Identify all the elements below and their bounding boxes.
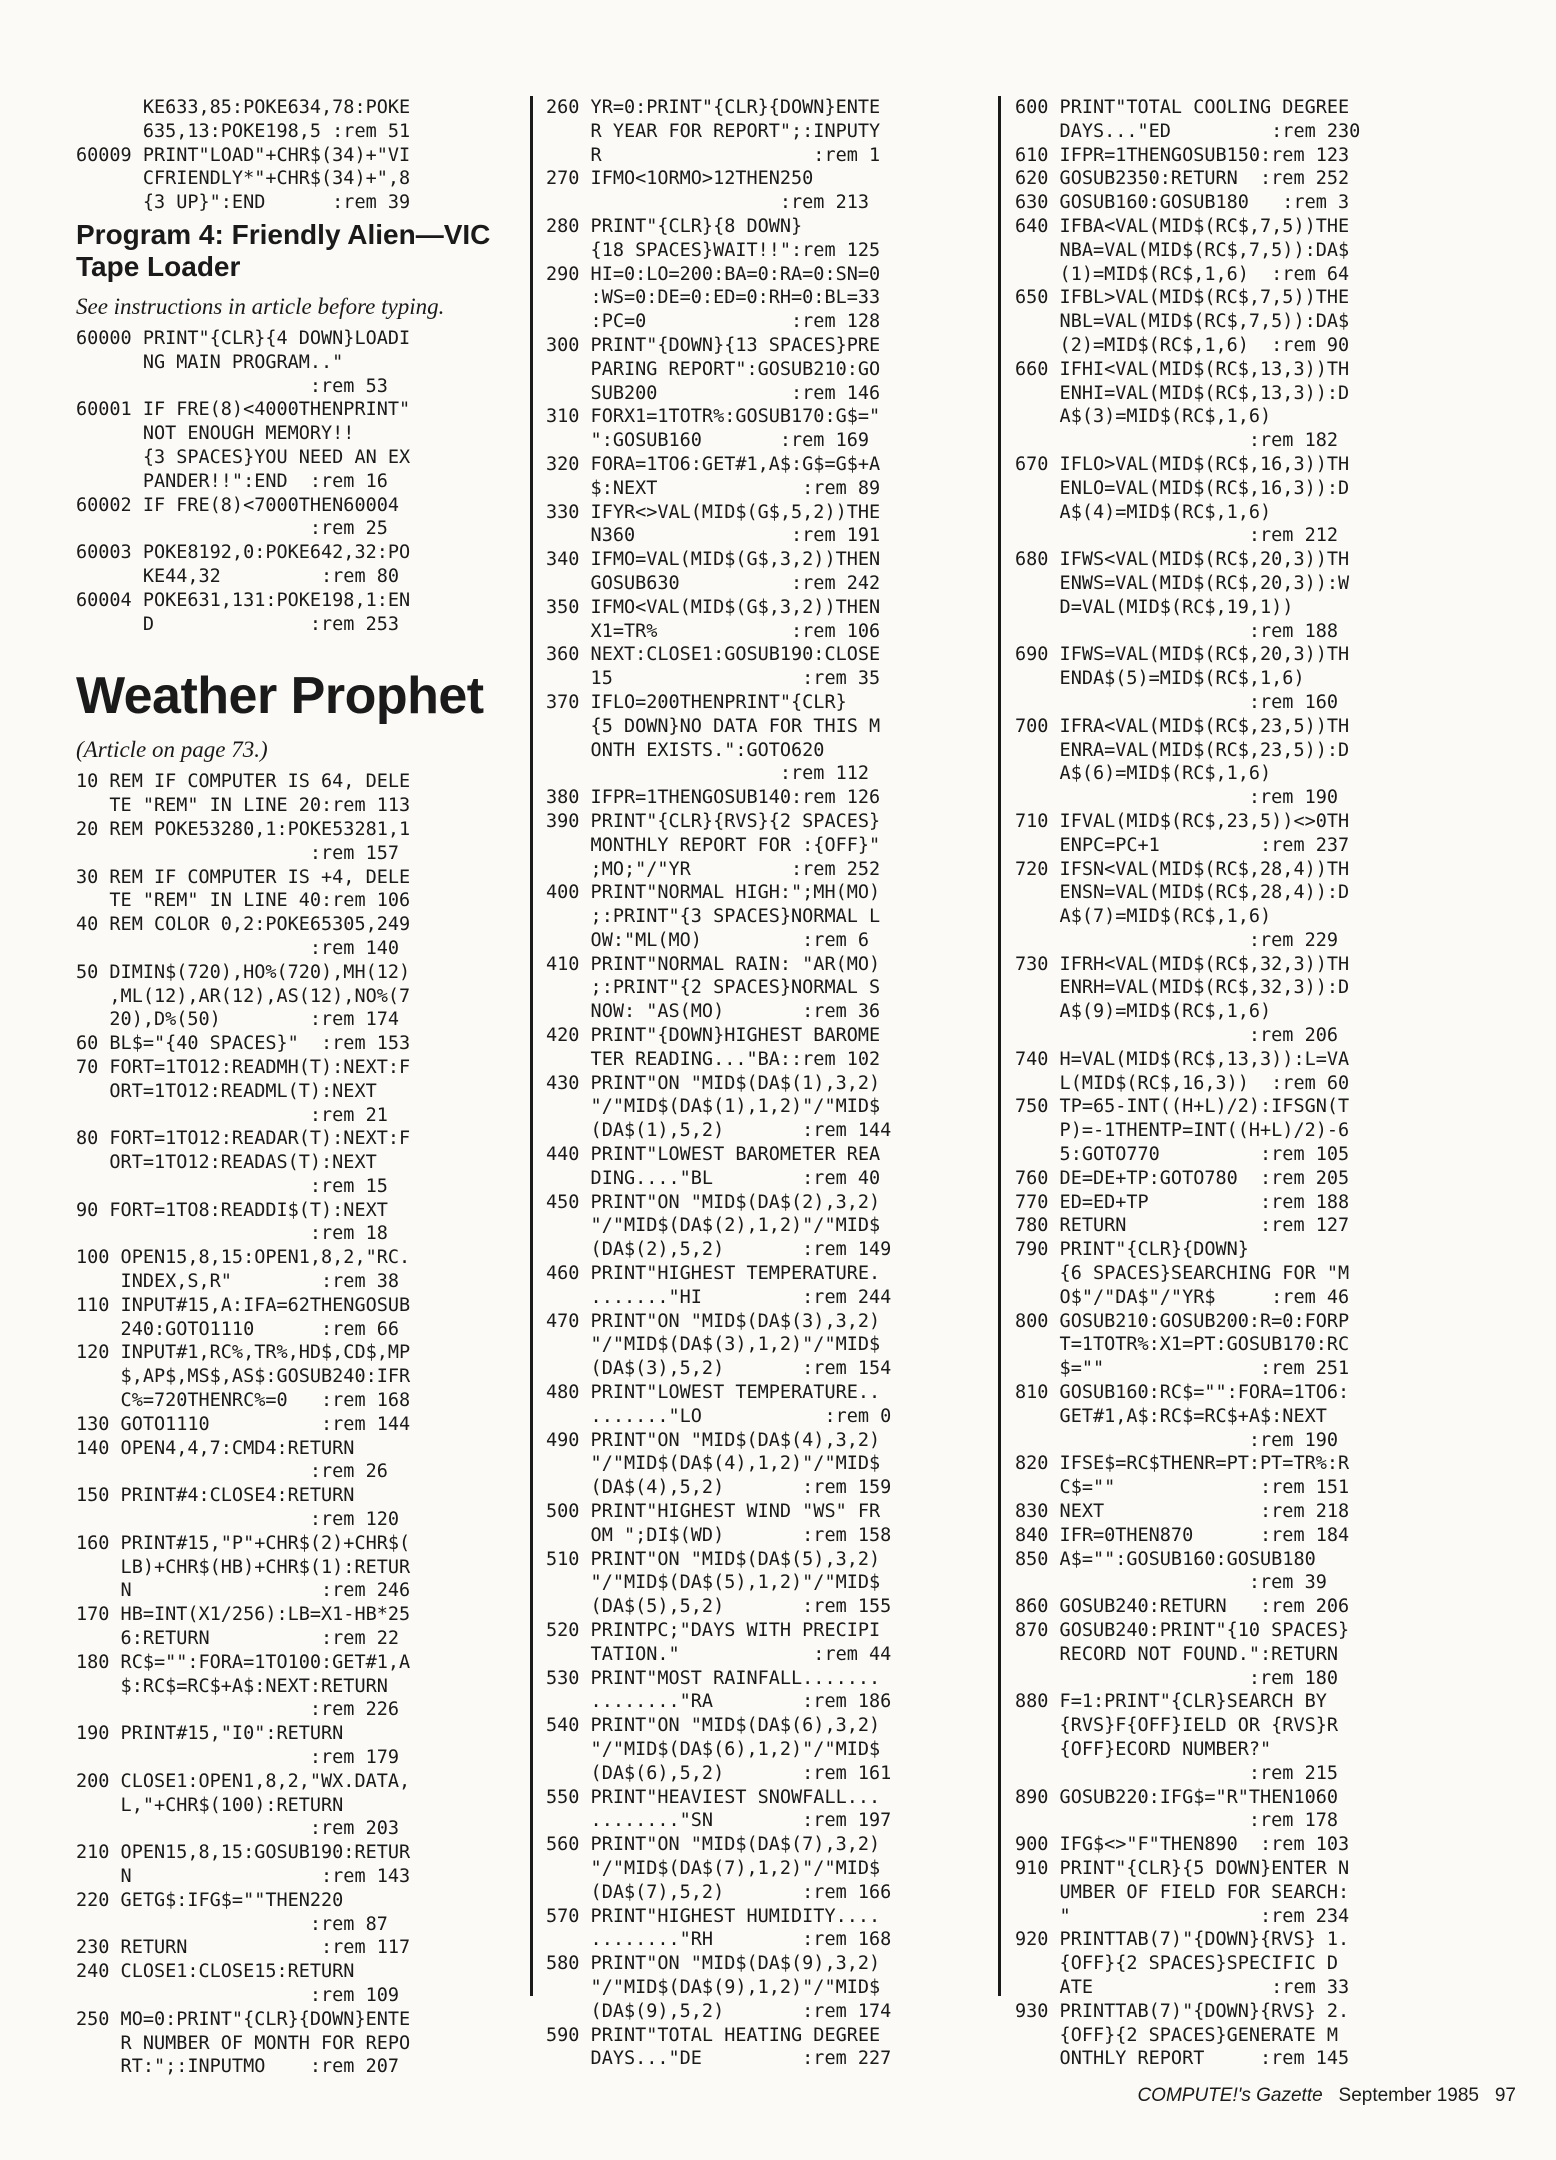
code-line: (DA$(6),5,2) :rem 161 bbox=[546, 1762, 892, 1784]
code-line: 630 GOSUB160:GOSUB180 :rem 3 bbox=[1015, 192, 1350, 214]
code-line: 370 IFLO=200THENPRINT"{CLR} bbox=[546, 691, 847, 713]
code-line: 240:GOTO1110 :rem 66 bbox=[76, 1318, 400, 1340]
code-line: 340 IFMO=VAL(MID$(G$,3,2))THEN bbox=[546, 549, 881, 571]
code-line: ;:PRINT"{2 SPACES}NORMAL S bbox=[546, 977, 881, 999]
code-line: 530 PRINT"MOST RAINFALL....... bbox=[546, 1667, 881, 1689]
code-line: :rem 226 bbox=[76, 1699, 400, 1721]
code-line: 60004 POKE631,131:POKE198,1:EN bbox=[76, 589, 411, 611]
code-line: TE "REM" IN LINE 20:rem 113 bbox=[76, 795, 411, 817]
code-line: 160 PRINT#15,"P"+CHR$(2)+CHR$( bbox=[76, 1532, 411, 1554]
code-line: :rem 53 bbox=[76, 375, 388, 397]
code-line: 510 PRINT"ON "MID$(DA$(5),3,2) bbox=[546, 1548, 881, 1570]
code-line: 910 PRINT"{CLR}{5 DOWN}ENTER N bbox=[1015, 1857, 1350, 1879]
code-line: A$(4)=MID$(RC$,1,6) bbox=[1015, 501, 1272, 523]
code-line: $:RC$=RC$+A$:NEXT:RETURN bbox=[76, 1675, 388, 1697]
code-line: {OFF}{2 SPACES}GENERATE M bbox=[1015, 2024, 1339, 2046]
code-line: 690 IFWS=VAL(MID$(RC$,20,3))TH bbox=[1015, 644, 1350, 666]
code-line: 20),D%(50) :rem 174 bbox=[76, 1009, 400, 1031]
code-line: (DA$(2),5,2) :rem 149 bbox=[546, 1239, 892, 1261]
code-line: "/"MID$(DA$(3),1,2)"/"MID$ bbox=[546, 1334, 881, 1356]
code-line: 470 PRINT"ON "MID$(DA$(3),3,2) bbox=[546, 1310, 881, 1332]
weather-prophet-title: Weather Prophet bbox=[76, 667, 484, 726]
code-line: :rem 157 bbox=[76, 842, 400, 864]
page-footer bbox=[1076, 2085, 1516, 2107]
code-line: 100 OPEN15,8,15:OPEN1,8,2,"RC. bbox=[76, 1247, 411, 1269]
code-line: 450 PRINT"ON "MID$(DA$(2),3,2) bbox=[546, 1191, 881, 1213]
listing-column-3 bbox=[1015, 96, 1451, 2071]
code-line: 210 OPEN15,8,15:GOSUB190:RETUR bbox=[76, 1842, 411, 1864]
code-line: 870 GOSUB240:PRINT"{10 SPACES} bbox=[1015, 1620, 1350, 1641]
code-line: :rem 25 bbox=[76, 518, 388, 540]
code-line: RECORD NOT FOUND.":RETURN bbox=[1015, 1643, 1339, 1665]
code-line: 320 FORA=1TO6:GET#1,A$:G$=G$+A bbox=[546, 453, 881, 475]
code-line: 850 A$="":GOSUB160:GOSUB180 bbox=[1015, 1548, 1316, 1570]
code-line: DAYS..."DE :rem 227 bbox=[546, 2048, 892, 2070]
code-line: :rem 87 bbox=[76, 1913, 388, 1935]
code-line: N360 :rem 191 bbox=[546, 525, 881, 547]
code-line: 300 PRINT"{DOWN}{13 SPACES}PRE bbox=[546, 334, 881, 356]
code-line: 840 IFR=0THEN870 :rem 184 bbox=[1015, 1524, 1350, 1546]
code-line: 200 CLOSE1:OPEN1,8,2,"WX.DATA, bbox=[76, 1770, 411, 1792]
code-line: 460 PRINT"HIGHEST TEMPERATURE. bbox=[546, 1263, 881, 1285]
code-line: :rem 140 bbox=[76, 937, 400, 959]
code-line: 640 IFBA<VAL(MID$(RC$,7,5))THE bbox=[1015, 215, 1350, 237]
code-line: "/"MID$(DA$(4),1,2)"/"MID$ bbox=[546, 1453, 881, 1475]
code-line: $,AP$,MS$,AS$:GOSUB240:IFR bbox=[76, 1366, 411, 1388]
code-line: RT:";:INPUTMO :rem 207 bbox=[76, 2056, 400, 2078]
code-line: 60003 POKE8192,0:POKE642,32:PO bbox=[76, 542, 411, 564]
code-line: 400 PRINT"NORMAL HIGH:";MH(MO) bbox=[546, 882, 881, 904]
code-line: 490 PRINT"ON "MID$(DA$(4),3,2) bbox=[546, 1429, 881, 1451]
magazine-name: COMPUTE!'s Gazette bbox=[1137, 2085, 1323, 2106]
code-line: :rem 203 bbox=[76, 1818, 400, 1840]
code-line: OM ";DI$(WD) :rem 158 bbox=[546, 1524, 892, 1546]
code-line: 880 F=1:PRINT"{CLR}SEARCH BY bbox=[1015, 1691, 1327, 1713]
code-line: 590 PRINT"TOTAL HEATING DEGREE bbox=[546, 2024, 881, 2046]
code-line: :rem 229 bbox=[1015, 929, 1339, 951]
code-line: 670 IFLO>VAL(MID$(RC$,16,3))TH bbox=[1015, 453, 1350, 475]
code-line: X1=TR% :rem 106 bbox=[546, 620, 881, 642]
code-line: 15 :rem 35 bbox=[546, 668, 881, 690]
code-line: 390 PRINT"{CLR}{RVS}{2 SPACES} bbox=[546, 810, 881, 832]
code-line: $:NEXT :rem 89 bbox=[546, 477, 881, 499]
code-line: :rem 26 bbox=[76, 1461, 388, 1483]
code-line: ORT=1TO12:READAS(T):NEXT bbox=[76, 1152, 377, 1174]
code-line: ENHI=VAL(MID$(RC$,13,3)):D bbox=[1015, 382, 1350, 404]
code-line: 730 IFRH<VAL(MID$(RC$,32,3))TH bbox=[1015, 953, 1350, 975]
code-line: {3 SPACES}YOU NEED AN EX bbox=[76, 446, 411, 468]
code-line: ONTHLY REPORT :rem 145 bbox=[1015, 2048, 1350, 2070]
code-line: "/"MID$(DA$(2),1,2)"/"MID$ bbox=[546, 1215, 881, 1237]
code-line: 680 IFWS<VAL(MID$(RC$,20,3))TH bbox=[1015, 549, 1350, 571]
code-line: :rem 160 bbox=[1015, 691, 1339, 713]
code-line: 50 DIMIN$(720),HO%(720),MH(12) bbox=[76, 961, 411, 983]
code-line: D=VAL(MID$(RC$,19,1)) bbox=[1015, 596, 1294, 618]
code-line: :rem 206 bbox=[1015, 1025, 1339, 1047]
code-line: 10 REM IF COMPUTER IS 64, DELE bbox=[76, 771, 411, 793]
program4-note: See instructions in article before typing. bbox=[76, 293, 445, 319]
code-line: 610 IFPR=1THENGOSUB150:rem 123 bbox=[1015, 144, 1350, 166]
code-line: "/"MID$(DA$(7),1,2)"/"MID$ bbox=[546, 1857, 881, 1879]
code-line: :rem 212 bbox=[1015, 525, 1339, 547]
code-line: 800 GOSUB210:GOSUB200:R=0:FORP bbox=[1015, 1310, 1350, 1332]
code-line: 70 FORT=1TO12:READMH(T):NEXT:F bbox=[76, 1056, 411, 1078]
code-line: 6:RETURN :rem 22 bbox=[76, 1628, 400, 1650]
code-line: 830 NEXT :rem 218 bbox=[1015, 1501, 1350, 1523]
weather-article-note: (Article on page 73.) bbox=[76, 737, 268, 763]
code-line: ;MO;"/"YR :rem 252 bbox=[546, 858, 881, 880]
code-line: ORT=1TO12:READML(T):NEXT bbox=[76, 1080, 377, 1102]
program4-title-line1: Program 4: Friendly Alien—VIC bbox=[76, 218, 491, 250]
code-line: (DA$(7),5,2) :rem 166 bbox=[546, 1881, 892, 1903]
code-line: ENDA$(5)=MID$(RC$,1,6) bbox=[1015, 668, 1305, 690]
code-line: 700 IFRA<VAL(MID$(RC$,23,5))TH bbox=[1015, 715, 1350, 737]
column-divider bbox=[998, 96, 1001, 1996]
code-line: NOT ENOUGH MEMORY!! bbox=[76, 423, 355, 445]
code-line: 190 PRINT#15,"I0":RETURN bbox=[76, 1723, 344, 1745]
code-line: 250 MO=0:PRINT"{CLR}{DOWN}ENTE bbox=[76, 2008, 411, 2030]
code-line: (DA$(4),5,2) :rem 159 bbox=[546, 1477, 892, 1499]
code-line: R NUMBER OF MONTH FOR REPO bbox=[76, 2032, 411, 2054]
code-line: 20 REM POKE53280,1:POKE53281,1 bbox=[76, 818, 411, 840]
code-line: 130 GOTO1110 :rem 144 bbox=[76, 1413, 411, 1435]
code-line: 580 PRINT"ON "MID$(DA$(9),3,2) bbox=[546, 1953, 881, 1975]
code-line: {18 SPACES}WAIT!!":rem 125 bbox=[546, 239, 881, 261]
code-line: NBA=VAL(MID$(RC$,7,5)):DA$ bbox=[1015, 239, 1350, 261]
code-line: C%=720THENRC%=0 :rem 168 bbox=[76, 1390, 411, 1412]
code-line: 30 REM IF COMPUTER IS +4, DELE bbox=[76, 866, 411, 888]
code-line: 635,13:POKE198,5 :rem 51 bbox=[76, 120, 411, 142]
code-line: A$(3)=MID$(RC$,1,6) bbox=[1015, 406, 1272, 428]
code-line: (1)=MID$(RC$,1,6) :rem 64 bbox=[1015, 263, 1350, 285]
code-line: " :rem 234 bbox=[1015, 1905, 1350, 1927]
code-line: :rem 112 bbox=[546, 763, 870, 785]
code-line: 750 TP=65-INT((H+L)/2):IFSGN(T bbox=[1015, 1096, 1350, 1118]
code-line: :PC=0 :rem 128 bbox=[546, 311, 881, 333]
code-line: "/"MID$(DA$(5),1,2)"/"MID$ bbox=[546, 1572, 881, 1594]
code-line: 550 PRINT"HEAVIEST SNOWFALL... bbox=[546, 1786, 881, 1808]
program4-listing bbox=[76, 327, 508, 636]
code-line: {OFF}ECORD NUMBER?" bbox=[1015, 1738, 1272, 1760]
code-line: O$"/"DA$"/"YR$ :rem 46 bbox=[1015, 1286, 1350, 1308]
code-line: TE "REM" IN LINE 40:rem 106 bbox=[76, 890, 411, 912]
code-line: 820 IFSE$=RC$THENR=PT:PT=TR%:R bbox=[1015, 1453, 1350, 1475]
code-line: 560 PRINT"ON "MID$(DA$(7),3,2) bbox=[546, 1834, 881, 1856]
code-line: 290 HI=0:LO=200:BA=0:RA=0:SN=0 bbox=[546, 263, 881, 285]
code-line: 170 HB=INT(X1/256):LB=X1-HB*25 bbox=[76, 1604, 411, 1626]
code-line: CFRIENDLY*"+CHR$(34)+",8 bbox=[76, 168, 411, 190]
code-line: 480 PRINT"LOWEST TEMPERATURE.. bbox=[546, 1382, 881, 1404]
code-line: (2)=MID$(RC$,1,6) :rem 90 bbox=[1015, 334, 1350, 356]
code-line: 790 PRINT"{CLR}{DOWN} bbox=[1015, 1239, 1249, 1261]
code-line: R YEAR FOR REPORT";:INPUTY bbox=[546, 120, 881, 142]
code-line: INDEX,S,R" :rem 38 bbox=[76, 1271, 400, 1293]
code-line: :rem 21 bbox=[76, 1104, 388, 1126]
code-line: 110 INPUT#15,A:IFA=62THENGOSUB bbox=[76, 1294, 411, 1316]
code-line: 660 IFHI<VAL(MID$(RC$,13,3))TH bbox=[1015, 358, 1350, 380]
code-line: MONTHLY REPORT FOR :{OFF}" bbox=[546, 834, 881, 856]
code-line: 40 REM COLOR 0,2:POKE65305,249 bbox=[76, 914, 411, 936]
code-line: 310 FORX1=1TOTR%:GOSUB170:G$=" bbox=[546, 406, 881, 428]
code-line: 760 DE=DE+TP:GOTO780 :rem 205 bbox=[1015, 1167, 1350, 1189]
code-line: TATION." :rem 44 bbox=[546, 1643, 892, 1665]
code-line: :WS=0:DE=0:ED=0:RH=0:BL=33 bbox=[546, 287, 881, 309]
code-line: :rem 18 bbox=[76, 1223, 388, 1245]
code-line: ATE :rem 33 bbox=[1015, 1976, 1350, 1998]
code-line: 860 GOSUB240:RETURN :rem 206 bbox=[1015, 1596, 1350, 1618]
column-1 bbox=[76, 96, 508, 2079]
code-line: PANDER!!":END :rem 16 bbox=[76, 470, 388, 492]
code-line: N :rem 143 bbox=[76, 1866, 411, 1887]
code-line: ENLO=VAL(MID$(RC$,16,3)):D bbox=[1015, 477, 1350, 499]
code-line: 90 FORT=1TO8:READDI$(T):NEXT bbox=[76, 1199, 388, 1221]
code-line: 280 PRINT"{CLR}{8 DOWN} bbox=[546, 215, 803, 237]
code-line: 330 IFYR<>VAL(MID$(G$,5,2))THE bbox=[546, 501, 881, 523]
code-line: :rem 178 bbox=[1015, 1810, 1339, 1832]
code-line: 890 GOSUB220:IFG$="R"THEN1060 bbox=[1015, 1786, 1339, 1808]
code-line: 720 IFSN<VAL(MID$(RC$,28,4))TH bbox=[1015, 858, 1350, 880]
code-line: A$(6)=MID$(RC$,1,6) bbox=[1015, 763, 1272, 785]
code-line: 5:GOTO770 :rem 105 bbox=[1015, 1144, 1350, 1166]
code-line: ........"SN :rem 197 bbox=[546, 1810, 892, 1832]
code-line: L(MID$(RC$,16,3)) :rem 60 bbox=[1015, 1072, 1350, 1094]
code-line: KE633,85:POKE634,78:POKE bbox=[76, 97, 411, 118]
code-line: 780 RETURN :rem 127 bbox=[1015, 1215, 1350, 1237]
code-line: 80 FORT=1TO12:READAR(T):NEXT:F bbox=[76, 1128, 411, 1150]
code-line: 620 GOSUB2350:RETURN :rem 252 bbox=[1015, 168, 1350, 190]
code-line: NOW: "AS(MO) :rem 36 bbox=[546, 1001, 881, 1023]
code-line: :rem 120 bbox=[76, 1509, 400, 1531]
code-line: {RVS}F{OFF}IELD OR {RVS}R bbox=[1015, 1715, 1339, 1737]
code-line: 140 OPEN4,4,7:CMD4:RETURN bbox=[76, 1437, 355, 1459]
code-line: DING...."BL :rem 40 bbox=[546, 1167, 881, 1189]
code-line: :rem 190 bbox=[1015, 1429, 1339, 1451]
code-line: $="" :rem 251 bbox=[1015, 1358, 1350, 1380]
code-line: 420 PRINT"{DOWN}HIGHEST BAROME bbox=[546, 1025, 881, 1047]
code-line: 350 IFMO<VAL(MID$(G$,3,2))THEN bbox=[546, 596, 881, 618]
code-line: 60002 IF FRE(8)<7000THEN60004 bbox=[76, 494, 400, 516]
code-line: ........"RH :rem 168 bbox=[546, 1929, 892, 1951]
code-line: :rem 215 bbox=[1015, 1762, 1339, 1784]
code-line: ENSN=VAL(MID$(RC$,28,4)):D bbox=[1015, 882, 1350, 904]
code-line: :rem 180 bbox=[1015, 1667, 1339, 1689]
code-line: 60001 IF FRE(8)<4000THENPRINT" bbox=[76, 399, 411, 421]
code-line: PARING REPORT":GOSUB210:GO bbox=[546, 358, 881, 380]
code-line: R :rem 1 bbox=[546, 144, 881, 166]
code-line: 260 YR=0:PRINT"{CLR}{DOWN}ENTE bbox=[546, 97, 881, 118]
code-line: 710 IFVAL(MID$(RC$,23,5))<>0TH bbox=[1015, 810, 1350, 832]
code-line: "/"MID$(DA$(6),1,2)"/"MID$ bbox=[546, 1738, 881, 1760]
code-line: ........"RA :rem 186 bbox=[546, 1691, 892, 1713]
code-line: 60009 PRINT"LOAD"+CHR$(34)+"VI bbox=[76, 144, 411, 166]
column-2 bbox=[546, 96, 980, 2071]
code-line: 60 BL$="{40 SPACES}" :rem 153 bbox=[76, 1033, 411, 1055]
code-line: DAYS..."ED :rem 230 bbox=[1015, 120, 1361, 142]
code-line: T=1TOTR%:X1=PT:GOSUB170:RC bbox=[1015, 1334, 1350, 1356]
code-line: KE44,32 :rem 80 bbox=[76, 565, 400, 587]
code-line: A$(9)=MID$(RC$,1,6) bbox=[1015, 1001, 1272, 1023]
code-line: :rem 39 bbox=[1015, 1572, 1327, 1594]
code-line: 180 RC$="":FORA=1TO100:GET#1,A bbox=[76, 1651, 411, 1673]
code-line: 360 NEXT:CLOSE1:GOSUB190:CLOSE bbox=[546, 644, 881, 666]
code-line: 150 PRINT#4:CLOSE4:RETURN bbox=[76, 1485, 355, 1507]
code-line: 500 PRINT"HIGHEST WIND "WS" FR bbox=[546, 1501, 881, 1523]
code-line: 410 PRINT"NORMAL RAIN: "AR(MO) bbox=[546, 953, 881, 975]
code-line: A$(7)=MID$(RC$,1,6) bbox=[1015, 906, 1272, 928]
code-line: {6 SPACES}SEARCHING FOR "M bbox=[1015, 1263, 1350, 1285]
program4-title-line2: Tape Loader bbox=[76, 250, 241, 282]
code-line: :rem 188 bbox=[1015, 620, 1339, 642]
code-line: (DA$(5),5,2) :rem 155 bbox=[546, 1596, 892, 1618]
code-line: P)=-1THENTP=INT((H+L)/2)-6 bbox=[1015, 1120, 1350, 1142]
code-line: 440 PRINT"LOWEST BAROMETER REA bbox=[546, 1144, 881, 1166]
code-line: 430 PRINT"ON "MID$(DA$(1),3,2) bbox=[546, 1072, 881, 1094]
listing-column-2 bbox=[546, 96, 980, 2071]
code-line: 60000 PRINT"{CLR}{4 DOWN}LOADI bbox=[76, 327, 411, 349]
code-line: N :rem 246 bbox=[76, 1580, 411, 1602]
code-line: ONTH EXISTS.":GOTO620 bbox=[546, 739, 825, 761]
code-line: 600 PRINT"TOTAL COOLING DEGREE bbox=[1015, 97, 1350, 118]
weather-prophet-listing bbox=[76, 770, 508, 2079]
code-line: 810 GOSUB160:RC$="":FORA=1TO6: bbox=[1015, 1382, 1350, 1404]
code-line: :rem 15 bbox=[76, 1175, 388, 1197]
code-line: :rem 109 bbox=[76, 1984, 400, 2006]
code-line: 920 PRINTTAB(7)"{DOWN}{RVS} 1. bbox=[1015, 1929, 1350, 1951]
page-number: 97 bbox=[1494, 2085, 1516, 2106]
code-line: {OFF}{2 SPACES}SPECIFIC D bbox=[1015, 1953, 1339, 1975]
code-line: GET#1,A$:RC$=RC$+A$:NEXT bbox=[1015, 1405, 1327, 1427]
code-line: NG MAIN PROGRAM.." bbox=[76, 351, 344, 373]
program3-tail-listing bbox=[76, 96, 508, 215]
code-line: "/"MID$(DA$(1),1,2)"/"MID$ bbox=[546, 1096, 881, 1118]
code-line: 380 IFPR=1THENGOSUB140:rem 126 bbox=[546, 787, 881, 809]
code-line: (DA$(9),5,2) :rem 174 bbox=[546, 2000, 892, 2022]
code-line: 740 H=VAL(MID$(RC$,13,3)):L=VA bbox=[1015, 1048, 1350, 1070]
code-line: 650 IFBL>VAL(MID$(RC$,7,5))THE bbox=[1015, 287, 1350, 309]
code-line: (DA$(3),5,2) :rem 154 bbox=[546, 1358, 892, 1380]
code-line: ":GOSUB160 :rem 169 bbox=[546, 430, 870, 452]
code-line: :rem 190 bbox=[1015, 787, 1339, 809]
code-line: ENWS=VAL(MID$(RC$,20,3)):W bbox=[1015, 572, 1350, 594]
code-line: :rem 182 bbox=[1015, 430, 1339, 452]
code-line: ......."HI :rem 244 bbox=[546, 1286, 892, 1308]
code-line: OW:"ML(MO) :rem 6 bbox=[546, 929, 870, 951]
code-line: GOSUB630 :rem 242 bbox=[546, 572, 881, 594]
code-line: 240 CLOSE1:CLOSE15:RETURN bbox=[76, 1961, 355, 1983]
code-line: 230 RETURN :rem 117 bbox=[76, 1937, 411, 1959]
code-line: 270 IFMO<1ORMO>12THEN250 bbox=[546, 168, 814, 190]
code-line: {5 DOWN}NO DATA FOR THIS M bbox=[546, 715, 881, 737]
code-line: {3 UP}":END :rem 39 bbox=[76, 192, 411, 214]
code-line: (DA$(1),5,2) :rem 144 bbox=[546, 1120, 892, 1142]
code-line: ENRH=VAL(MID$(RC$,32,3)):D bbox=[1015, 977, 1350, 999]
code-line: SUB200 :rem 146 bbox=[546, 382, 881, 404]
code-line: 770 ED=ED+TP :rem 188 bbox=[1015, 1191, 1350, 1213]
code-line: 540 PRINT"ON "MID$(DA$(6),3,2) bbox=[546, 1715, 881, 1737]
code-line: 520 PRINTPC;"DAYS WITH PRECIPI bbox=[546, 1620, 881, 1641]
code-line: LB)+CHR$(HB)+CHR$(1):RETUR bbox=[76, 1556, 411, 1578]
code-line: C$="" :rem 151 bbox=[1015, 1477, 1350, 1499]
code-line: D :rem 253 bbox=[76, 613, 400, 635]
code-line: L,"+CHR$(100):RETURN bbox=[76, 1794, 344, 1816]
code-line: ENRA=VAL(MID$(RC$,23,5)):D bbox=[1015, 739, 1350, 761]
code-line: 120 INPUT#1,RC%,TR%,HD$,CD$,MP bbox=[76, 1342, 411, 1364]
code-line: ENPC=PC+1 :rem 237 bbox=[1015, 834, 1350, 856]
code-line: :rem 179 bbox=[76, 1747, 400, 1769]
code-line: :rem 213 bbox=[546, 192, 870, 214]
code-line: "/"MID$(DA$(9),1,2)"/"MID$ bbox=[546, 1976, 881, 1998]
code-line: ,ML(12),AR(12),AS(12),NO%(7 bbox=[76, 985, 411, 1007]
code-line: 220 GETG$:IFG$=""THEN220 bbox=[76, 1889, 344, 1911]
code-line: ......."LO :rem 0 bbox=[546, 1405, 892, 1427]
column-divider bbox=[530, 96, 533, 1996]
code-line: TER READING..."BA::rem 102 bbox=[546, 1048, 881, 1070]
code-line: 900 IFG$<>"F"THEN890 :rem 103 bbox=[1015, 1834, 1350, 1856]
code-line: 930 PRINTTAB(7)"{DOWN}{RVS} 2. bbox=[1015, 2000, 1350, 2022]
code-line: 570 PRINT"HIGHEST HUMIDITY.... bbox=[546, 1905, 881, 1927]
code-line: ;:PRINT"{3 SPACES}NORMAL L bbox=[546, 906, 881, 928]
issue-date: September 1985 bbox=[1338, 2085, 1480, 2106]
code-line: NBL=VAL(MID$(RC$,7,5)):DA$ bbox=[1015, 311, 1350, 333]
code-line: UMBER OF FIELD FOR SEARCH: bbox=[1015, 1881, 1350, 1903]
column-3 bbox=[1015, 96, 1451, 2071]
